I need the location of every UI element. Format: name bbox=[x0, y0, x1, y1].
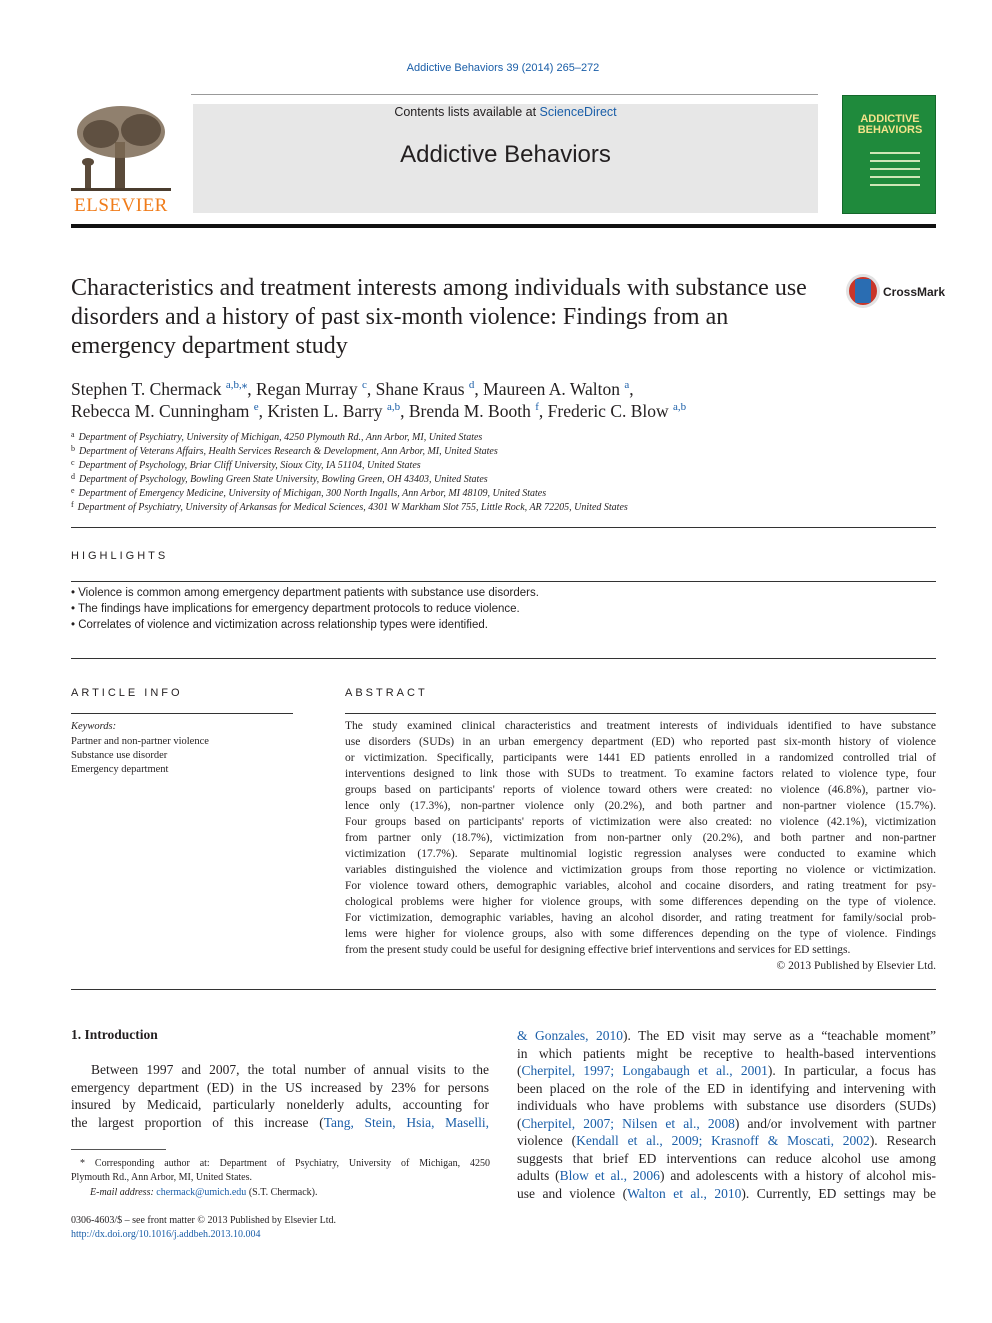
body-text: ) and/or involvement with partner bbox=[734, 1115, 936, 1131]
abstract-line: or victimization. Specifically, participants were 1441 ED patients enrolled in a randomized controlled trial of bbox=[345, 752, 936, 764]
cover-text-line bbox=[870, 152, 920, 154]
affiliation-text: Department of Psychiatry, University of Arkansas for Medical Sciences, 4301 W Markham Slot 755, Little Rock, AR 72205, United States bbox=[77, 502, 628, 513]
affiliation-key: a bbox=[71, 430, 75, 439]
author-name[interactable]: Rebecca M. Cunningham bbox=[71, 401, 250, 421]
affiliation-text: Department of Emergency Medicine, University of Michigan, 300 North Ingalls, Ann Arbor, MI 48109, United States bbox=[78, 488, 547, 499]
email-note bbox=[90, 1186, 318, 1200]
author-name[interactable]: Stephen T. Chermack bbox=[71, 379, 222, 399]
citation-link[interactable]: Tang, Stein, Hsia, Maselli, bbox=[323, 1114, 489, 1130]
author-separator: , bbox=[366, 379, 376, 399]
abstract-line: lems were higher for violence groups, also with some differences depending on the type of violence. Findings bbox=[345, 928, 936, 940]
author-affiliation-marker[interactable]: c bbox=[361, 379, 367, 391]
body-line bbox=[517, 1167, 936, 1185]
keywords-label: Keywords: bbox=[71, 721, 117, 732]
body-text: ( bbox=[517, 1063, 522, 1078]
author-separator: , bbox=[258, 401, 268, 421]
publisher-wordmark: ELSEVIER bbox=[74, 195, 168, 216]
body-text: been placed on the role of the ED in identifying and intervening with bbox=[517, 1080, 936, 1096]
cover-title bbox=[848, 114, 932, 136]
email-label: E-mail address: bbox=[90, 1187, 157, 1198]
crossmark-label[interactable]: CrossMark bbox=[883, 285, 946, 299]
crossmark-bookmark-icon bbox=[855, 279, 871, 303]
body-text: violence ( bbox=[517, 1133, 577, 1148]
citation-link[interactable]: Cherpitel, 1997; Longabaugh et al., 2001 bbox=[521, 1063, 768, 1078]
section-divider bbox=[71, 989, 936, 990]
corresponding-author-note: * Corresponding author at: Department of Psychiatry, University of Michigan, 4250 bbox=[80, 1158, 490, 1169]
author-affiliation-marker[interactable]: e bbox=[253, 401, 259, 413]
intro-right-column bbox=[517, 1027, 936, 1202]
sciencedirect-link[interactable]: ScienceDirect bbox=[539, 105, 617, 119]
article-title: Characteristics and treatment interests among individuals with substance use disorders and a history of past six-month violence: Findings from an emergency department study bbox=[71, 275, 807, 359]
doi-line[interactable] bbox=[71, 1228, 261, 1242]
abstract-body bbox=[345, 718, 936, 974]
abstract-line: Four groups based on participants' reports of victimization were also created: no violence (42.1%), victimization bbox=[345, 816, 936, 828]
body-line bbox=[517, 1115, 936, 1133]
affiliation-text: Department of Psychology, Briar Cliff University, Sioux City, IA 51104, United States bbox=[78, 460, 421, 471]
affiliation-key: e bbox=[71, 486, 75, 495]
abstract-line: victimization (17.7%). Separate multinomial logistic regression analyses were conducted to examine which bbox=[345, 848, 936, 860]
author-affiliation-marker[interactable]: d bbox=[468, 379, 475, 391]
author-separator: , bbox=[538, 401, 548, 421]
article-info-rule bbox=[71, 713, 293, 714]
body-line bbox=[517, 1080, 936, 1098]
section-divider bbox=[71, 527, 936, 528]
highlight-item: • Correlates of violence and victimization across relationship types were identified. bbox=[71, 619, 488, 631]
highlight-item: • Violence is common among emergency department patients with substance use disorders. bbox=[71, 587, 539, 599]
author-affiliation-marker[interactable]: a,b bbox=[673, 401, 687, 413]
author-name[interactable]: Kristen L. Barry bbox=[267, 401, 383, 421]
contents-prefix: Contents lists available at bbox=[394, 105, 540, 119]
author-separator: , bbox=[400, 401, 409, 421]
abstract-line: The study examined clinical characteristics and treatment interests of individuals identified to have substance bbox=[345, 720, 936, 732]
section-divider bbox=[71, 658, 936, 659]
highlights-top-rule bbox=[71, 581, 936, 582]
body-text: use and violence ( bbox=[517, 1185, 628, 1201]
journal-name: Addictive Behaviors bbox=[400, 141, 611, 168]
email-suffix: (S.T. Chermack). bbox=[246, 1187, 318, 1198]
body-line bbox=[517, 1185, 936, 1203]
author-name[interactable]: Frederic C. Blow bbox=[547, 401, 669, 421]
affiliation-key: d bbox=[71, 472, 75, 481]
abstract-line: variables distinguished the violence and victimization groups from those reporting no violence or victimization. bbox=[345, 864, 936, 876]
cover-text-line bbox=[870, 184, 920, 186]
abstract-heading: ABSTRACT bbox=[345, 687, 428, 699]
author-name[interactable]: Regan Murray bbox=[256, 379, 358, 399]
abstract-copyright: © 2013 Published by Elsevier Ltd. bbox=[776, 960, 936, 972]
affiliation-key: f bbox=[71, 500, 74, 509]
cover-title-line-2: BEHAVIORS bbox=[857, 124, 923, 136]
body-text: in which patients might be receptive to health-based interventions bbox=[517, 1045, 936, 1061]
body-line: emergency department (ED) in the US increased by 23% for persons bbox=[71, 1079, 489, 1095]
body-line bbox=[71, 1114, 489, 1132]
body-text: ). The ED visit may serve as a “teachable moment” bbox=[623, 1028, 936, 1043]
body-text: ( bbox=[517, 1115, 522, 1131]
body-text: the largest proportion of this increase ( bbox=[71, 1114, 324, 1130]
body-line bbox=[517, 1097, 936, 1115]
cover-text-line bbox=[870, 168, 920, 170]
abstract-line: For violence toward others, demographic variables, alcohol and cocaine disorders, and rating treatment for psy- bbox=[345, 880, 936, 892]
keyword: Substance use disorder bbox=[71, 750, 168, 761]
author-affiliation-marker[interactable]: f bbox=[535, 401, 539, 413]
body-line: Between 1997 and 2007, the total number of annual visits to the bbox=[91, 1062, 489, 1077]
body-text: adults ( bbox=[517, 1168, 560, 1183]
affiliation-text: Department of Psychiatry, University of Michigan, 4250 Plymouth Rd., Ann Arbor, MI, United States bbox=[78, 432, 483, 443]
abstract-line: chological problems were higher for violence groups, with some differences depending on the type of violence. bbox=[345, 896, 936, 908]
abstract-rule bbox=[345, 713, 936, 714]
contents-line bbox=[193, 105, 818, 119]
body-line bbox=[517, 1150, 936, 1168]
body-text: ). Research bbox=[869, 1133, 936, 1148]
author-affiliation-marker[interactable]: a,b bbox=[386, 401, 401, 413]
author-separator: , bbox=[247, 379, 257, 399]
citation-link[interactable]: Walton et al., 2010 bbox=[627, 1185, 742, 1201]
body-text: suggests that brief ED interventions can reduce alcohol use among bbox=[517, 1150, 936, 1166]
citation-link[interactable]: Blow et al., 2006 bbox=[559, 1168, 660, 1183]
header-rule bbox=[71, 224, 936, 228]
body-text: ). Currently, ED settings may be bbox=[741, 1185, 936, 1201]
abstract-line: use disorders (SUDs) in an urban emergency department (ED) who reported past six-month history of violence bbox=[345, 736, 936, 748]
article-info-heading: ARTICLE INFO bbox=[71, 687, 183, 699]
affiliation-text: Department of Psychology, Bowling Green State University, Bowling Green, OH 43403, United States bbox=[79, 474, 488, 485]
corresponding-author-note-cont: Plymouth Rd., Ann Arbor, MI, United States. bbox=[71, 1172, 252, 1183]
abstract-line: groups based on participants' reports of violence toward others were created: no violence (46.8%), partner vio- bbox=[345, 784, 936, 796]
cover-title-line-1: ADDICTIVE bbox=[860, 113, 920, 125]
highlights-heading: HIGHLIGHTS bbox=[71, 550, 169, 562]
keyword: Partner and non-partner violence bbox=[71, 736, 209, 747]
body-line bbox=[517, 1132, 936, 1150]
affiliation-text: Department of Veterans Affairs, Health Services Research & Development, Ann Arbor, MI, United States bbox=[79, 446, 498, 457]
affiliation bbox=[71, 498, 936, 515]
body-text: ). In particular, a focus has bbox=[767, 1063, 936, 1078]
journal-reference-link[interactable]: Addictive Behaviors 39 (2014) 265–272 bbox=[406, 62, 600, 74]
author-name[interactable]: Brenda M. Booth bbox=[408, 401, 531, 421]
issn-line: 0306-4603/$ – see front matter © 2013 Published by Elsevier Ltd. bbox=[71, 1215, 337, 1226]
author-affiliation-marker[interactable]: a bbox=[624, 379, 630, 391]
citation-link[interactable]: Cherpitel, 2007; Nilsen et al., 2008 bbox=[521, 1115, 735, 1131]
citation-link[interactable]: & Gonzales, 2010 bbox=[517, 1028, 623, 1043]
citation-link[interactable]: Kendall et al., 2009; Krasnoff & Moscati, 2002 bbox=[576, 1133, 870, 1148]
doi-link[interactable]: http://dx.doi.org/10.1016/j.addbeh.2013.10.004 bbox=[71, 1229, 261, 1240]
journal-reference[interactable] bbox=[0, 62, 992, 74]
abstract-line: from the present study could be useful for designing effective brief interventions and services for ED settings. bbox=[345, 944, 851, 956]
abstract-line: lence only (17.3%), non-partner violence only (20.2%), and both partner and non-partner violence (15.7%). bbox=[345, 800, 936, 812]
header-divider bbox=[191, 94, 818, 95]
author-separator: , bbox=[474, 379, 484, 399]
author-affiliation-marker[interactable]: a,b,⁎ bbox=[225, 379, 248, 391]
body-text: individuals who have problems with substance use disorders (SUDs) bbox=[517, 1098, 936, 1113]
body-line bbox=[517, 1045, 936, 1063]
cover-text-line bbox=[870, 176, 920, 178]
abstract-line: interventions designed to link those with SUDs to treatment. To examine factors related to violence type, four bbox=[345, 768, 936, 780]
author-name[interactable]: Shane Kraus bbox=[375, 379, 465, 399]
body-text: ) and adolescents with a history of alcohol mis- bbox=[659, 1168, 936, 1183]
affiliation-key: b bbox=[71, 444, 75, 453]
author-name[interactable]: Maureen A. Walton bbox=[483, 379, 620, 399]
author-list-line-2 bbox=[71, 396, 936, 422]
affiliation-key: c bbox=[71, 458, 75, 467]
email-link[interactable]: chermack@umich.edu bbox=[156, 1187, 247, 1198]
footnote-rule bbox=[71, 1149, 166, 1150]
body-line bbox=[517, 1062, 936, 1080]
abstract-line: For victimization, demographic variables, having an alcohol disorder, and rating treatment for family/social prob- bbox=[345, 912, 936, 924]
intro-left-column bbox=[71, 1061, 489, 1131]
body-line: insured by Medicaid, particularly nonelderly adults, accounting for bbox=[71, 1097, 489, 1112]
cover-text-line bbox=[870, 160, 920, 162]
author-separator: , bbox=[629, 379, 634, 399]
body-line bbox=[517, 1027, 936, 1045]
abstract-line: from partner only (18.7%), victimization from non-partner only (20.2%), and both partner and non-partner bbox=[345, 832, 936, 844]
introduction-heading: 1. Introduction bbox=[71, 1027, 158, 1042]
highlight-item: • The findings have implications for emergency department protocols to reduce violence. bbox=[71, 603, 520, 615]
keyword: Emergency department bbox=[71, 764, 169, 775]
